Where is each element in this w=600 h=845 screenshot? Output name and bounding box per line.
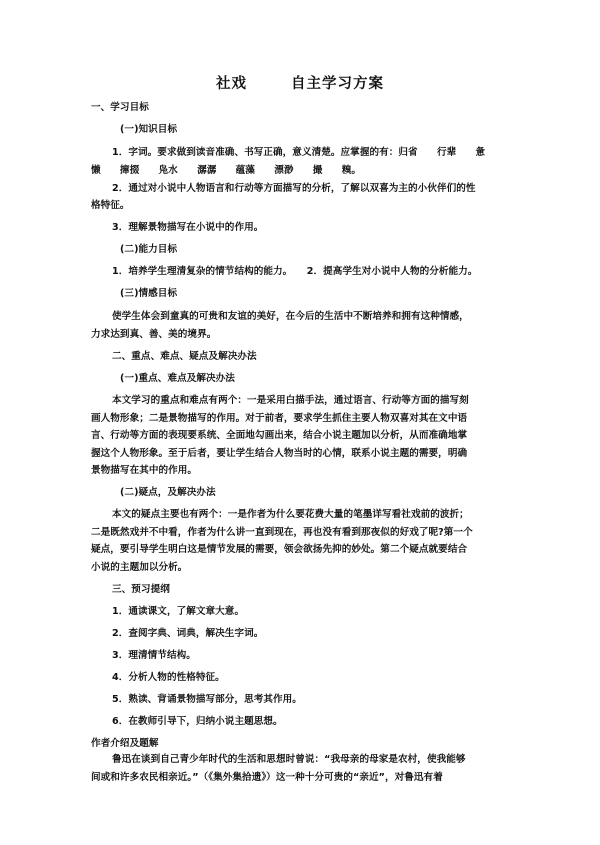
section-4-heading: 作者介绍及题解: [91, 738, 159, 749]
knowledge-item-1-line-2: 懒 撺掇 凫水 潺潺 蕴藻 漂渺 撮 糗。: [91, 165, 362, 176]
page-title: [0, 72, 600, 93]
doubt-points-line-2: 二是既然戏并不中看，作者为什么讲一直到现在，再也没有看到那夜似的好戏了呢?第一个: [91, 527, 473, 538]
section-3-heading: 三、预习提纲: [112, 584, 170, 595]
preview-item-1: 1．通读课文，了解文章大意。: [112, 606, 245, 617]
ability-items: 1．培养学生理清复杂的情节结构的能力。 2．提高学生对小说中人物的分析能力。: [112, 266, 478, 277]
doubt-points-line-3: 疑点，要引导学生明白这是情节发展的需要，领会欲扬先抑的妙处。第二个疑点就要结合: [91, 544, 468, 555]
section-1c-heading: (三)情感目标: [120, 288, 178, 299]
doubt-points-line-1: 本文的疑点主要也有两个：一是作者为什么要花费大量的笔墨详写看社戏前的波折；: [112, 509, 469, 520]
section-2a-heading: (一)重点、难点及解决办法: [120, 373, 235, 384]
key-points-line-3: 言、行动等方面的表现要系统、全面地勾画出来，结合小说主题加以分析，从而准确地掌: [91, 430, 468, 441]
knowledge-item-1-line-1: 1．字词。要求做到读音准确、书写正确，意义清楚。应掌握的有：归省 行辈 惫: [112, 147, 486, 158]
section-2-heading: 二、重点、难点、疑点及解决办法: [112, 351, 257, 362]
knowledge-item-2-line-2: 格特征。: [91, 200, 130, 211]
section-1a-heading: (一)知识目标: [120, 124, 178, 135]
section-2b-heading: (二)疑点，及解决办法: [120, 487, 216, 498]
knowledge-item-2-line-1: 2．通过对小说中人物语言和行动等方面描写的分析，了解以双喜为主的小伙伴们的性: [112, 183, 476, 194]
emotion-line-2: 力求达到真、善、美的境界。: [91, 329, 217, 340]
key-points-line-4: 握这个人物形象。至于后者，要让学生结合人物当时的心情，联系小说主题的需要，明确: [91, 448, 468, 459]
section-1-heading: 一、学习目标: [91, 102, 149, 113]
preview-item-6: 6．在教师引导下，归纳小说主题思想。: [112, 716, 283, 727]
title-part-2: 自主学习方案: [291, 76, 384, 92]
author-intro-line-2: 间或和许多农民相亲近。”（《集外集拾遗》）这一种十分可贵的“亲近”，对鲁迅有着: [91, 772, 443, 783]
key-points-line-5: 景物描写在其中的作用。: [91, 465, 198, 476]
preview-item-3: 3．理清情节结构。: [112, 650, 196, 661]
preview-item-4: 4．分析人物的性格特征。: [112, 672, 225, 683]
author-intro-line-1: 鲁迅在谈到自己青少年时代的生活和思想时曾说：“我母亲的母家是农村，使我能够: [112, 754, 466, 765]
preview-item-2: 2．查阅字典、词典，解决生字词。: [112, 628, 264, 639]
title-part-1: 社戏: [216, 76, 247, 92]
emotion-line-1: 使学生体会到童真的可贵和友谊的美好，在今后的生活中不断培养和拥有这种情感，: [112, 311, 469, 322]
key-points-line-1: 本文学习的重点和难点有两个：一是采用白描手法，通过语言、行动等方面的描写刻: [112, 395, 469, 406]
doubt-points-line-4: 小说的主题加以分析。: [91, 562, 188, 573]
preview-item-5: 5．熟读、背诵景物描写部分，思考其作用。: [112, 694, 302, 705]
section-1b-heading: (二)能力目标: [120, 244, 178, 255]
key-points-line-2: 画人物形象；二是景物描写的作用。对于前者，要求学生抓住主要人物双喜对其在文中语: [91, 413, 468, 424]
knowledge-item-3: 3．理解景物描写在小说中的作用。: [112, 222, 264, 233]
